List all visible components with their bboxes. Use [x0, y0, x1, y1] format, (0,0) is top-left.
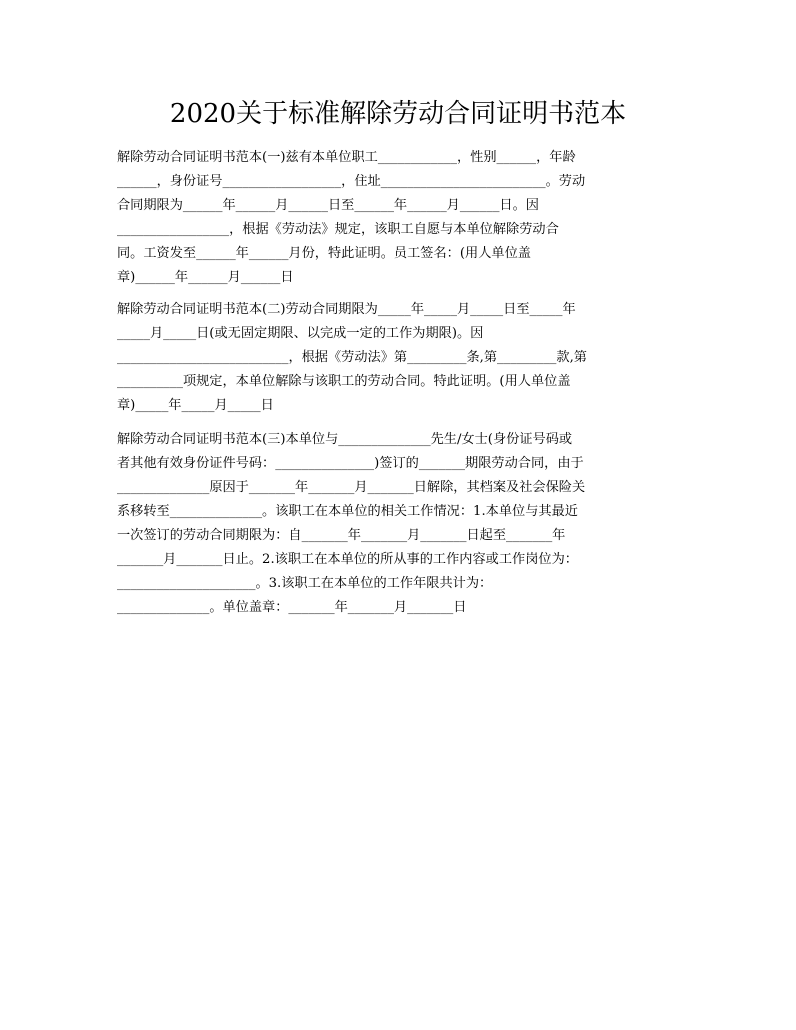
certificate-template-2: [117, 298, 687, 418]
text-line: _____月_____日(或无固定期限、以完成一定的工作为期限)。因: [117, 326, 484, 341]
text-line: 系移转至______________。该职工在本单位的相关工作情况：1.本单位与其最近: [117, 504, 578, 519]
certificate-template-1: [117, 146, 687, 290]
text-line: ______，身份证号__________________，住址_________________________。劳动: [117, 174, 586, 189]
certificate-template-3: [117, 428, 687, 620]
text-line: _____________________。3.该职工在本单位的工作年限共计为：: [117, 576, 493, 591]
text-line: __________项规定，本单位解除与该职工的劳动合同。特此证明。(用人单位盖: [117, 374, 571, 389]
text-line: 一次签订的劳动合同期限为：自_______年_______月_______日起至_______年: [117, 528, 566, 543]
text-line: 章)______年______月______日: [117, 270, 294, 285]
text-line: 解除劳动合同证明书范本(一)兹有本单位职工____________，性别______，年龄: [117, 150, 576, 165]
text-line: 合同期限为______年______月______日至______年______月______日。因: [117, 198, 539, 213]
text-line: 解除劳动合同证明书范本(二)劳动合同期限为_____年_____月_____日至_____年: [117, 302, 576, 317]
text-line: __________________________，根据《劳动法》第_________条,第_________款,第: [117, 350, 587, 365]
document-title: 2020关于标准解除劳动合同证明书范本: [169, 99, 627, 129]
text-line: _________________，根据《劳动法》规定，该职工自愿与本单位解除劳动合: [117, 222, 559, 237]
text-line: 章)_____年_____月_____日: [117, 398, 274, 413]
text-line: ______________。单位盖章：_______年_______月_______日: [117, 600, 467, 615]
text-line: 者其他有效身份证件号码：_______________)签订的_______期限劳动合同，由于: [117, 456, 584, 471]
text-line: _______月_______日止。2.该职工在本单位的所从事的工作内容或工作岗位为：: [117, 552, 578, 567]
text-line: ______________原因于_______年_______月_______日解除，其档案及社会保险关: [117, 480, 586, 495]
text-line: 同。工资发至______年______月份，特此证明。员工签名：(用人单位盖: [117, 246, 531, 261]
text-line: 解除劳动合同证明书范本(三)本单位与______________先生/女士(身份证号码或: [117, 432, 573, 447]
